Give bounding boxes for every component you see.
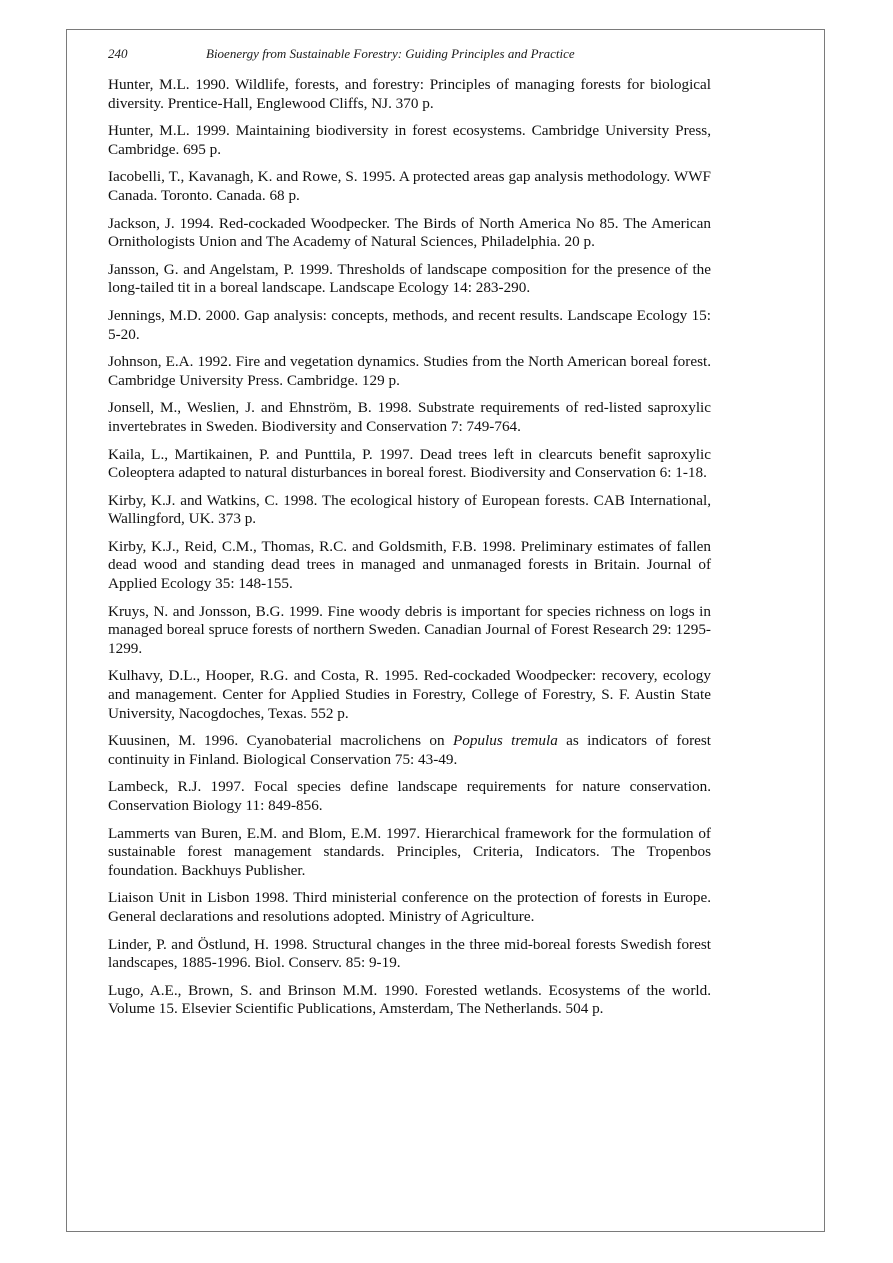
reference-list	[108, 76, 711, 1028]
species-name-italic: Populus tremula	[452, 732, 558, 750]
reference-item: Linder, P. and Östlund, H. 1998. Structural changes in the three mid-boreal forests Swedish forest landscapes, 1885-1996. Biol. Conserv. 85: 9-19.	[108, 935, 711, 972]
reference-item: Hunter, M.L. 1990. Wildlife, forests, and forestry: Principles of managing forests for biological diversity. Prentice-Hall, Englewood Cliffs, NJ. 370 p.	[108, 76, 711, 112]
reference-item: Jonsell, M., Weslien, J. and Ehnström, B. 1998. Substrate requirements of red-listed saproxylic invertebrates in Sweden. Biodiversity and Conservation 7: 749-764.	[108, 399, 711, 435]
reference-item: Iacobelli, T., Kavanagh, K. and Rowe, S. 1995. A protected areas gap analysis methodology. WWF Canada. Toronto. Canada. 68 p.	[108, 168, 711, 204]
reference-item	[108, 732, 711, 769]
reference-item: Kaila, L., Martikainen, P. and Punttila, P. 1997. Dead trees left in clearcuts benefit saproxylic Coleoptera adapted to natural disturbances in boreal forest. Biodiversity and Conservation 6: 1-18.	[108, 445, 711, 482]
reference-item: Jackson, J. 1994. Red-cockaded Woodpecker. The Birds of North America No 85. The American Ornithologists Union and The Academy of Natural Sciences, Philadelphia. 20 p.	[108, 214, 711, 251]
reference-text-before: Kuusinen, M. 1996. Cyanobaterial macrolichens on	[108, 732, 453, 750]
reference-item: Hunter, M.L. 1999. Maintaining biodiversity in forest ecosystems. Cambridge University Press, Cambridge. 695 p.	[108, 122, 711, 158]
reference-item: Johnson, E.A. 1992. Fire and vegetation dynamics. Studies from the North American boreal forest. Cambridge University Press. Cambridge. 129 p.	[108, 353, 711, 389]
reference-item: Jennings, M.D. 2000. Gap analysis: concepts, methods, and recent results. Landscape Ecology 15: 5-20.	[108, 306, 711, 343]
reference-item: Liaison Unit in Lisbon 1998. Third ministerial conference on the protection of forests in Europe. General declarations and resolutions adopted. Ministry of Agriculture.	[108, 889, 711, 925]
reference-item: Jansson, G. and Angelstam, P. 1999. Thresholds of landscape composition for the presence of the long-tailed tit in a boreal landscape. Landscape Ecology 14: 283-290.	[108, 260, 711, 297]
reference-item: Kruys, N. and Jonsson, B.G. 1999. Fine woody debris is important for species richness on logs in managed boreal spruce forests of northern Sweden. Canadian Journal of Forest Research 29: 1295-1299.	[108, 602, 711, 657]
reference-item: Lambeck, R.J. 1997. Focal species define landscape requirements for nature conservation. Conservation Biology 11: 849-856.	[108, 778, 711, 814]
reference-text-after: as indicators of forest continuity in Finland. Biological Conservation 75: 43-49.	[108, 732, 711, 768]
reference-item: Lammerts van Buren, E.M. and Blom, E.M. 1997. Hierarchical framework for the formulation of sustainable forest management standards. Principles, Criteria, Indicators. The Tropenbos foundation. Backhuys Publisher.	[108, 824, 711, 879]
reference-item: Kirby, K.J., Reid, C.M., Thomas, R.C. and Goldsmith, F.B. 1998. Preliminary estimates of fallen dead wood and standing dead trees in managed and unmanaged forests in Britain. Journal of Applied Ecology 35: 148-155.	[108, 537, 711, 593]
reference-item: Kirby, K.J. and Watkins, C. 1998. The ecological history of European forests. CAB International, Wallingford, UK. 373 p.	[108, 491, 711, 528]
reference-item: Lugo, A.E., Brown, S. and Brinson M.M. 1990. Forested wetlands. Ecosystems of the world. Volume 15. Elsevier Scientific Publications, Amsterdam, The Netherlands. 504 p.	[108, 981, 711, 1018]
page-number: 240	[108, 46, 128, 61]
reference-item: Kulhavy, D.L., Hooper, R.G. and Costa, R. 1995. Red-cockaded Woodpecker: recovery, ecology and management. Center for Applied Studies in Forestry, College of Forestry, S. F. Austin State University, Nacogdoches, Texas. 552 p.	[108, 667, 711, 722]
running-header	[108, 46, 708, 62]
running-title: Bioenergy from Sustainable Forestry: Guiding Principles and Practice	[206, 46, 575, 61]
